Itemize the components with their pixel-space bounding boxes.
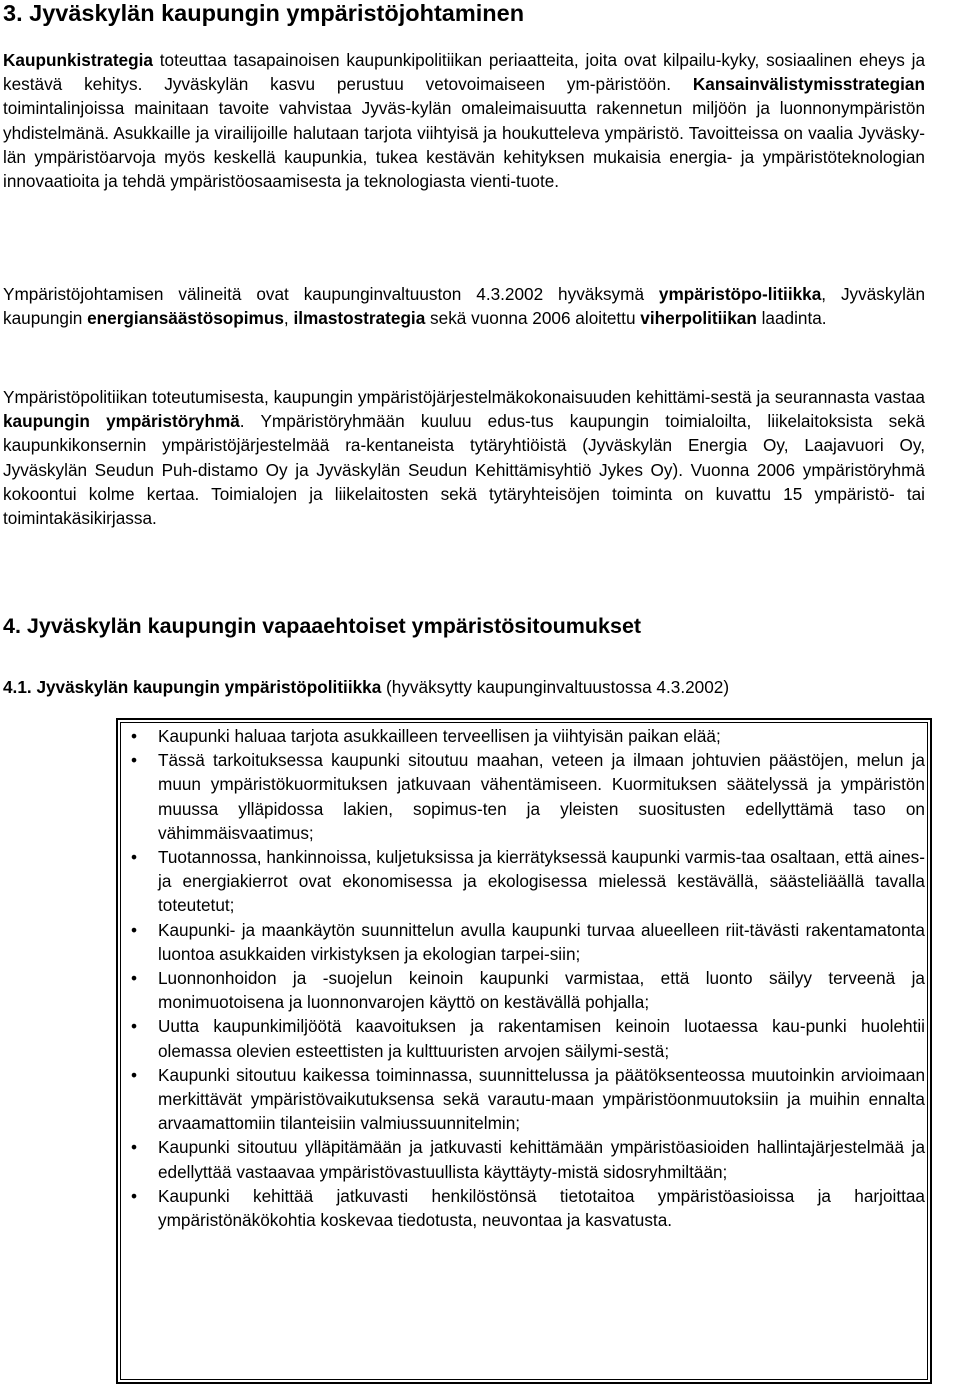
bullet-icon: • bbox=[130, 1016, 138, 1037]
list-item bbox=[118, 1135, 930, 1183]
list-item bbox=[118, 918, 930, 966]
bold-term: viherpolitiikan bbox=[640, 308, 757, 329]
section-4-heading: 4. Jyväskylän kaupungin vapaaehtoiset ympäristösitoumukset bbox=[3, 614, 642, 638]
list-item-text: Luonnonhoidon ja -suojelun keinoin kaupunki varmistaa, että luonto säilyy terveenä ja monimuotoisena ja luonnonvarojen käyttö on kestävällä pohjalla; bbox=[158, 968, 925, 1013]
bullet-icon: • bbox=[130, 1185, 138, 1206]
paragraph-text: laadinta. bbox=[756, 308, 827, 329]
bullet-icon: • bbox=[130, 726, 138, 746]
list-item-text: Tässä tarkoituksessa kaupunki sitoutuu maahan, veteen ja ilmaan johtuvien päästöjen, melun ja muun ympäristökuormituksen jatkuvaan vähentämiseen. Kuormituksen säätelyssä ja ympäristön muussa ylläpidossa lakien, sopimus-ten ja yleisten suositusten edellyttämä taso on vähimmäisvaatimus; bbox=[158, 750, 925, 843]
list-item-text: Kaupunki sitoutuu ylläpitämään ja jatkuvasti kehittämään ympäristöasioiden hallintajärjestelmää ja edellyttää vastaavaa ympäristövastuullista käyttäyty-mistä sidosryhmiltään; bbox=[158, 1137, 925, 1182]
paragraph-text: Ympäristöjohtamisen välineitä ovat kaupunginvaltuuston 4.3.2002 hyväksymä bbox=[3, 284, 659, 304]
list-item-text: Tuotannossa, hankinnoissa, kuljetuksissa ja kierrätyksessä kaupunki varmis-taa osaltaan, että aines- ja energiakierrot ovat ekonomisessa ja ekologisessa mielessä kestävällä, säästeliäällä tavalla toteutetut; bbox=[158, 847, 925, 916]
list-item-text: Uutta kaupunkimiljöötä kaavoituksen ja rakentamisen keinoin luotaessa kau-punki huolehtii olemassa olevien esteettisten ja kulttuuristen arvojen säilymi-sestä; bbox=[158, 1016, 925, 1061]
policy-box bbox=[116, 718, 932, 1384]
paragraph-text: sekä vuonna 2006 aloitettu bbox=[425, 308, 641, 329]
bold-term: ilmastostrategia bbox=[293, 308, 426, 329]
section-3-heading: 3. Jyväskylän kaupungin ympäristöjohtaminen bbox=[3, 0, 525, 26]
list-item bbox=[118, 724, 930, 748]
list-item bbox=[118, 1014, 930, 1062]
bullet-icon: • bbox=[130, 750, 138, 771]
list-item-text: Kaupunki kehittää jatkuvasti henkilöstönsä tietotaitoa ympäristöasioissa ja harjoittaa ympäristönäkökohtia koskevaa tiedotusta, neuvontaa ja kasvatusta. bbox=[158, 1185, 925, 1231]
list-item bbox=[118, 1184, 930, 1232]
bullet-icon: • bbox=[130, 1064, 138, 1085]
paragraph-text: toimintalinjoissa mainitaan tavoite vahvistaa Jyväs-kylän omaleimaisuutta rakennetun miljöön ja luonnonympäristön yhdistelmänä. Asukkaille ja virailijoille halutaan tarjota viihtyisä ja houkutteleva ympäristö. Tavoitteissa on vaalia Jyväsky-län ympäristöarvoja myös keskellä kaupunkia, tukea kestävän kehityksen mukaisia energia- ja ympäristöteknologian innovaatioita ja tehdä ympäristöosaamisesta ja teknologiasta vienti-tuote. bbox=[3, 98, 925, 192]
paragraph-instruments bbox=[3, 282, 925, 330]
paragraph-environment-group bbox=[3, 385, 925, 530]
bold-term: kaupungin ympäristöryhmä bbox=[3, 411, 240, 432]
list-item bbox=[118, 966, 930, 1014]
subsection-4-1-heading bbox=[3, 675, 925, 699]
paragraph-text: Ympäristöpolitiikan toteutumisesta, kaupungin ympäristöjärjestelmäkokonaisuuden kehittämi-sestä ja seurannasta vastaa bbox=[3, 387, 925, 407]
list-item bbox=[118, 845, 930, 918]
list-item bbox=[118, 1063, 930, 1136]
paragraph-text: toteuttaa tasapainoisen kaupunkipolitiikan periaatteita, joita ovat kilpailu-kyky, sosiaalinen eheys ja kestävä kehitys. Jyväskylän kasvu perustuu vetovoimaiseen ym-päristöön. bbox=[3, 50, 925, 95]
bold-term: Kaupunkistrategia bbox=[3, 50, 153, 70]
bold-term: ympäristöpo-litiikka bbox=[658, 284, 822, 304]
subsection-title: 4.1. Jyväskylän kaupungin ympäristöpolitiikka bbox=[3, 677, 382, 697]
bullet-icon: • bbox=[130, 1137, 138, 1158]
bullet-icon: • bbox=[130, 968, 138, 989]
bold-term: energiansäästösopimus bbox=[87, 308, 284, 329]
bullet-icon: • bbox=[130, 847, 138, 868]
paragraph-text: , bbox=[283, 308, 294, 329]
subsection-note: (hyväksytty kaupunginvaltuustossa 4.3.2002) bbox=[381, 677, 730, 697]
paragraph-strategy bbox=[3, 48, 925, 193]
paragraph-text: , Jyväskylän kaupungin bbox=[3, 284, 926, 329]
paragraph-text: . Ympäristöryhmään kuuluu edus-tus kaupungin toimialoilta, liikelaitoksista sekä kaupunkikonsernin ympäristöjärjestelmää ra-kentaneista tytäryhtiöistä (Jyväskylän Energia Oy, Laajavuori Oy, Jyväskylän Seudun Puh-distamo Oy ja Jyväskylän Seudun Kehittämisyhtiö Jykes Oy). Vuonna 2006 ympäristöryhmä kokoontui kolme kertaa. Toimialojen ja liikelaitosten sekä tytäryhteisöjen toiminta on kuvattu 15 ympäristö- tai toimintakäsikirjassa. bbox=[3, 411, 925, 529]
list-item-text: Kaupunki sitoutuu kaikessa toiminnassa, suunnittelussa ja päätöksenteossa muutoinkin arvioimaan merkittävät ympäristövaikutuksensa sekä varautu-maan ympäristöonmuutoksiin ja muihin ennalta arvaamattomiin tilanteisiin valmiussuunnitelmin; bbox=[158, 1064, 925, 1134]
policy-list bbox=[118, 724, 930, 1232]
list-item-text: Kaupunki- ja maankäytön suunnittelun avulla kaupunki turvaa alueelleen riit-tävästi rakentamatonta luontoa asukkaiden virkistyksen ja ekologian tarpei-siin; bbox=[158, 919, 925, 964]
list-item bbox=[118, 748, 930, 845]
list-item-text: Kaupunki haluaa tarjota asukkailleen terveellisen ja viihtyisän paikan elää; bbox=[158, 726, 721, 746]
bold-term: Kansainvälistymisstrategian bbox=[692, 74, 925, 95]
bullet-icon: • bbox=[130, 919, 138, 940]
